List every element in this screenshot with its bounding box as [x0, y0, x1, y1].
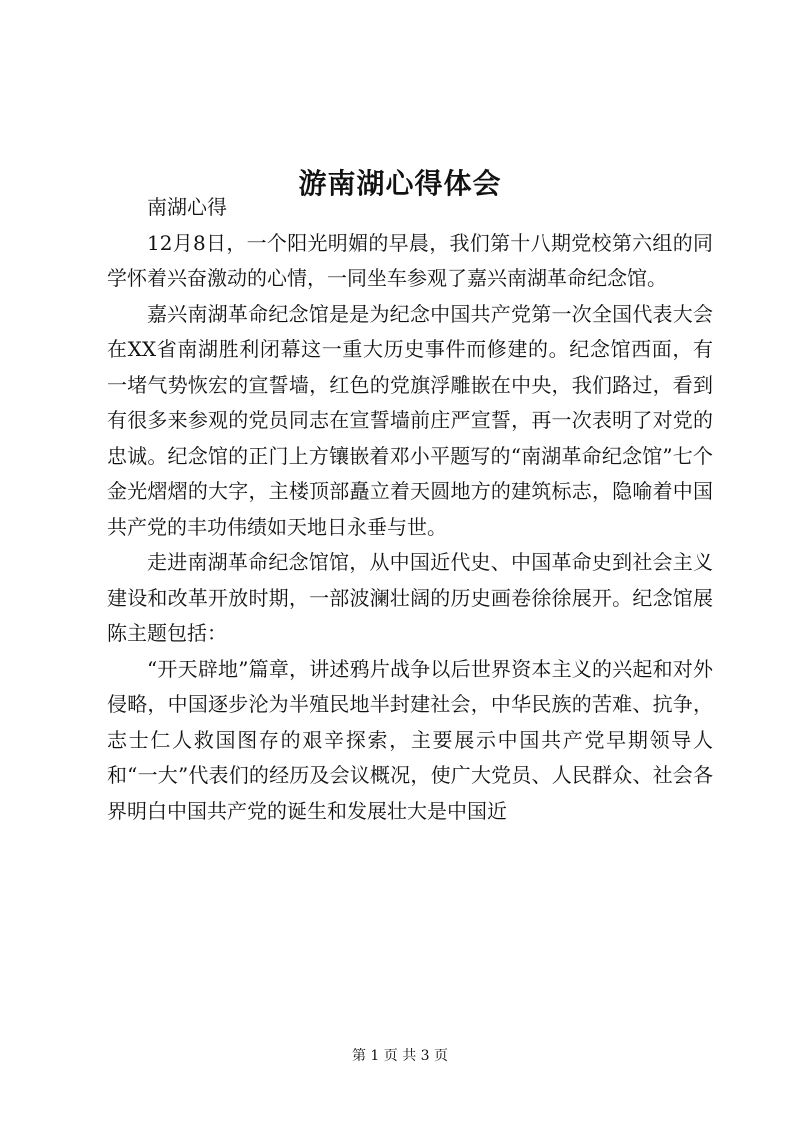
paragraph-subtitle: 南湖心得	[147, 195, 227, 219]
paragraph-chapter-one: “开天辟地”篇章，讲述鸦片战争以后世界资本主义的兴起和对外侵略，中国逐步沦为半殖民地半封建社会，中华民族的苦难、抗争，志士仁人救国图存的艰辛探索，主要展示中国共产党早期领导人和“一大”代表们的经历及会议概况，使广大党员、人民群众、社会各界明白中国共产党的诞生和发展壮大是中国近	[107, 656, 713, 823]
paragraph-memorial-description: 嘉兴南湖革命纪念馆是是为纪念中国共产党第一次全国代表大会在XX省南湖胜利闭幕这一重大历史事件而修建的。纪念馆西面，有一堵气势恢宏的宣誓墙，红色的党旗浮雕嵌在中央，我们路过，看到有很多来参观的党员同志在宣誓墙前庄严宣誓，再一次表明了对党的忠诚。纪念馆的正门上方镶嵌着邓小平题写的“南湖革命纪念馆”七个金光熠熠的大字，主楼顶部矗立着天圆地方的建筑标志，隐喻着中国共产党的丰功伟绩如天地日永垂与世。	[107, 301, 713, 539]
paragraph-visit-date: 12月8日，一个阳光明媚的早晨，我们第十八期党校第六组的同学怀着兴奋激动的心情，一同坐车参观了嘉兴南湖革命纪念馆。	[107, 230, 713, 290]
page-footer: 第 1 页 共 3 页	[351, 1048, 449, 1064]
page-title: 游南湖心得体会	[298, 166, 502, 200]
paragraph-exhibition-intro: 走进南湖革命纪念馆馆，从中国近代史、中国革命史到社会主义建设和改革开放时期，一部波澜壮阔的历史画卷徐徐展开。纪念馆展陈主题包括：	[107, 550, 713, 645]
document-body	[107, 190, 713, 829]
